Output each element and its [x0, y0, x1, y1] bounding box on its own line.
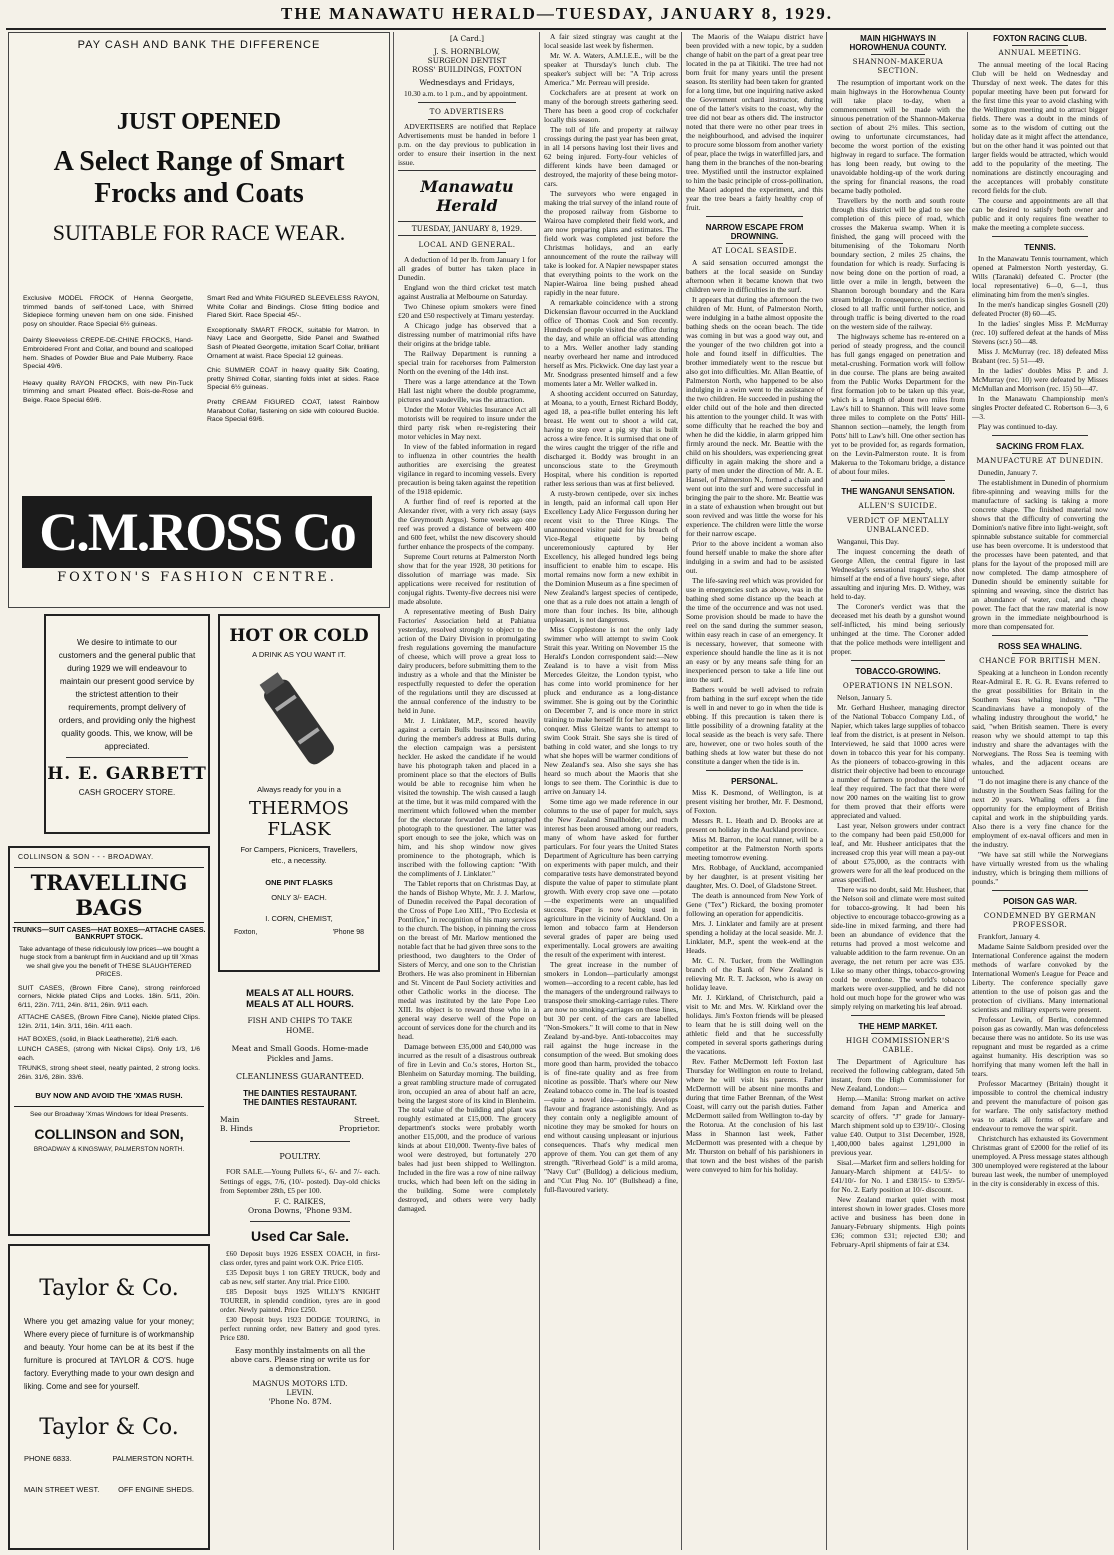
meals-m: Meat and Small Goods. Home-made Pickles and Jams.	[231, 1044, 369, 1063]
flax-s: MANUFACTURE AT DUNEDIN.	[976, 456, 1104, 465]
article-paragraph: Damage between £35,000 and £40,000 was incurred as the result of a disastrous outbreak of fire in Levin and Co.'s stores, Horton St., Blenheim on Saturday morning. The building, a great rambling structure made of corrugated iron, occupied an area of about half an acre, being the largest store of its kind in Blenheim. The total value of the building and plant was roughly estimated at £15,000. The grocery department's stocks were probably worth another £15,000, and the produce of various kinds at about £10,000. Twenty-five bales of wool were destroyed, but fortunately 270 bales had just been shipped to Wellington. Included in the fire was a row of nine railway trucks, which had been left on the siding in the building. Some were completely destroyed, and others were very badly damaged.	[398, 1042, 536, 1213]
article-paragraph: Miss M. Barron, the local runner, will be a competitor at the Palmerston North sports meeting tomorrow evening.	[686, 835, 823, 862]
article-paragraph: The Maoris of the Waiapu district have been provided with a new topic, by a sudden change of habit on the part of a great pear tree located in the pa at Tikitiki. The tree had not born fruit for many years until the present season. Its sterility had been taken for granted for a long time, but one inquiring native asked the Government orchard instructor, during one of the latter's visits to the coast, why the tree did not bear as others did. The instructor noted that there were no other pear trees in the neighbourhood, and advised the inquirer to procure some blossom from another variety of pear, place the twigs in waterfilled jars, and hang them in the branches of the non-bearing tree. Mystified until the instructor explained to him the basic principle of cross-pollination, the Maori adopted the experiment, and this year the tree bears a fairly healthy crop of fruit.	[686, 32, 823, 212]
article-paragraph: Under the Motor Vehicles Insurance Act all motorists will be required to insure under the third party risk when re-registering their motor vehicles in May next.	[398, 405, 536, 441]
garbett-text: We desire to intimate to our customers and the general public that during 1929 we will endeavour to maintain our present good service by the strictest attention to their requirements, prompt delivery of orders, and providing only the highest quality goods. This, we know, will be appreciated.	[58, 638, 196, 751]
meals-prop: Proprietor.	[338, 1124, 380, 1133]
ross-item: Smart Red and White FIGURED SLEEVELESS RAYON, White Collar and Bindings. Close fitting bodice and Flared Skirt. Race Special 45/-.	[207, 295, 379, 320]
ross-logo: C.M.ROSS Co	[22, 496, 372, 568]
wanganui-h: THE WANGANUI SENSATION.	[841, 487, 955, 496]
flax-h: SACKING FROM FLAX.	[996, 442, 1084, 451]
garbett-name: H. E. GARBETT	[47, 764, 207, 784]
article-paragraph: Mr. Gerhard Husheer, managing director of the National Tobacco Company Ltd., of Napier, which takes large supplies of tobacco leaf from the district, is at present in Nelson. Interviewed, he said that 1000 acres were down in tobacco this year for his company. As the pioneers of tobacco-growing in this district their objective had been to encourage a number of farmers to produce the kind of leaf they required. The fact that there were now 200 names on the waiting list to grow for them proved that their efforts were appreciated and valued.	[831, 703, 965, 820]
article-paragraph: Prior to the above incident a woman also found herself unable to make the shore after indulging in a swim and had to be assisted out.	[686, 539, 823, 575]
article-paragraph: Christchurch has exhausted its Government Christmas grant of £2000 for the relief of its unemployed. A Press message states although 300 unemployed were registered at the labour bureau last week, the number of unemployed in the city is considerably in excess of this.	[972, 1134, 1108, 1188]
article-paragraph: Miss Copplestone is not the only lady swimmer who will attempt to swim Cook Strait this year. Writing on November 15 the Herald's London correspondent said:—New Zealand is to have a visit from Miss Mercedes Gleitze, the London typist, who has come into world prominence for her pluck and endurance as a long-distance swimmer. She is going out by the Corinthic on December 7, and is once more in strict training to make herself fit for her next sea to conquer. Miss Gleitze wants to attempt to swim Cook Strait. She says she is tired of bathing in cold water, and she longs to try what she hopes will be warmer conditions of New Zealand's sea. Also she says she has heard so much about the Maoris that she longs to see them. The Corinthic is due to arrive on January 14.	[544, 625, 678, 796]
cars-who: MAGNUS MOTORS LTD.	[252, 1378, 348, 1388]
ross-left-col	[23, 295, 193, 406]
gas-h: POISON GAS WAR.	[1003, 897, 1077, 906]
article-paragraph: The resumption of important work on the main highways in the Horowhenua County will take place to-day, when a commencement will be made with the sinuous penetration of the Shannon-Makerua section of about 2½ miles. This section, owing to unfortunate circumstances, had become the worst portion of the existing highway in regard to surface. The formation has long been ready, but owing to the unavoidable holding-up of the work during the spring for financial reasons, the road became badly potholed.	[831, 78, 965, 195]
article-paragraph: The Department of Agriculture has received the following cablegram, dated 5th instant, from the High Commissioner for New Zealand, London:—	[831, 1057, 965, 1093]
article-paragraph: Bathers would be well advised to refrain from bathing in the surf except when the tide is well in and never to go in when the tide is ebbing. If this precaution is taken there is little possibility of a drowning fatality at the local seaside as the beach is very safe. There are, however, one or two holes south of the bathing sheds at low water but these do not constitute a danger when the tide is in.	[686, 685, 823, 766]
meals-cl: CLEANLINESS GUARANTEED.	[236, 1072, 364, 1081]
article-paragraph: In the men's handicap singles Gosnell (20) defeated Procter (8) 60—45.	[972, 300, 1108, 318]
poultry-h: POULTRY.	[279, 1152, 321, 1161]
article-paragraph: In the ladies' singles Miss P. McMurray (rec. 10) suffered defeat at the hands of Miss Stevens (scr.) 50—48.	[972, 319, 1108, 346]
collinson-item: HAT BOXES, (solid, in Black Leatherette), 21/6 each.	[18, 1035, 178, 1043]
card-name: J. S. HORNBLOW,	[433, 47, 501, 56]
ross-item: Heavy quality RAYON FROCKS, with new Pin-Tuck trimming and smart Pleated effect. Bois-de-Rose and Beige. Race Special 69/6.	[23, 379, 193, 404]
tobacco-h: TOBACCO-GROWING.	[855, 667, 941, 676]
collinson-item: ATTACHE CASES, (Brown Fibre Cane), Nickle plated Clips. 12in. 2/11, 14in. 3/11, 16in. 4/11 each.	[18, 1014, 200, 1030]
col-divider	[539, 32, 540, 1550]
article-paragraph: Mr. W. A. Waters, A.M.I.E.E., will be the speaker at Thursday's lunch club. The speaker's subject will be: "A Trip across America." Mr. Perreau will preside.	[544, 51, 678, 87]
article-paragraph: Mrs. Robbage, of Auckland, accompanied by her daughter, is at present visiting her daughter, Mrs. O. Doel, of Gladstone Street.	[686, 863, 823, 890]
thermos-town: Foxton,	[234, 929, 258, 936]
taylor-advert	[8, 1244, 210, 1550]
ross-item: Exclusive MODEL FROCK of Henna Georgette, trimmed bands of self-toned Lace, with Shirred Sidepiece forming uneven hem on one side. Finished posy on shoulder. Race Special 6½ guineas.	[23, 295, 193, 328]
ross-item: Exceptionally SMART FROCK, suitable for Matron. In Navy Lace and Georgette, Side Panel and Swathed Sash of Pleated Georgette, imitation Scarf Collar, brilliant Ornament at waist. Race Special 12 guineas.	[207, 326, 379, 360]
article-paragraph: The Coroner's verdict was that the deceased met his death by a gunshot wound self-inflicted, his mind being seriously unhinged at the time. The Coroner added that the police methods were intelligent and proper.	[831, 602, 965, 656]
thermos-t: THERMOS FLASK	[249, 798, 349, 840]
collinson-see: See our Broadway 'Xmas Windows for Ideal Presents.	[14, 1106, 204, 1118]
article-paragraph: Dunedin, January 7.	[978, 468, 1038, 477]
article-paragraph: Mr. J. Kirkland, of Christchurch, paid a visit to Mr. and Mrs. W. Kirkland over the holidays. Jim's Foxton friends will be pleased to learn that he is still doing well on the athletic field and that he successfully competed in several sports gatherings during the vacations.	[686, 993, 823, 1056]
article-paragraph: It appears that during the afternoon the two children of Mr. Hunt, of Palmerston North, were indulging in a bathe almost opposite the bathing sheds on the ocean beach. The tide was coming in but was a good way out, and the younger of the two children got into a hole and found itself in difficulties. The brother immediately went to the rescue but also got into difficulties. Mr. Allan Beattie, of Palmerston North, who happened to be also indulging in a swim went to the assistance of the two children. He succeeded in pushing the elder child out of the hole and then directed his attention to the younger child. It was with some difficulty that he reached the boy and when he did the kiddie, in alarm gripped him firmly around the neck. Mr. Beattie with the child on his shoulders, was experiencing great difficulty in again making the shore and a party of men under the direction of Mr. A. E. Hansel, of Palmerston N., formed a chain and went out into the surf and were successful in bringing the pair to the shore. Mr. Beattie was in a state of exhaustion when brought out but soon revived and was little the worse for his experience. The children were little the worse for their narrow escape.	[686, 295, 823, 538]
collinson-buy: BUY NOW AND AVOID THE 'XMAS RUSH.	[35, 1090, 183, 1100]
col-divider	[681, 32, 682, 1550]
taylor-street: MAIN STREET WEST.	[24, 1485, 100, 1494]
article-paragraph: The establishment in Dunedin of phormium fibre-spinning and weaving mills for the manufacture of sacking is taking a more concrete shape. The finished material now shows that the difficulty of converting the Dominion's native fibre into light-weight, soft spinnable substance suitable for commercial use has been overcome. It is understood that the processes have been patented, and that plans for the layout of the proposed mill are now completed. The damp atmosphere of Dunedin should be eminently suitable for spinning and weaving, since the district has an abundance of water, coal, and cheap power. The fact that the raw material is now grown in the immediate neighbourhood is more than compensated for.	[972, 478, 1108, 631]
hemp-h: THE HEMP MARKET.	[858, 1022, 938, 1031]
ross-h2b: Frocks and Coats	[94, 178, 304, 209]
wanganui-s: ALLEN'S SUICIDE.	[858, 501, 938, 510]
ross-h2a: A Select Range of Smart	[53, 146, 345, 177]
cars-item: £30 Deposit buys 1923 DODGE TOURING, in perfect running order, new Battery and good tyres. Price £80.	[220, 1315, 380, 1342]
card-addr: ROSS' BUILDINGS, FOXTON	[412, 65, 522, 74]
drowning-s: AT LOCAL SEASIDE.	[711, 246, 798, 255]
advertisers-h: TO ADVERTISERS	[429, 107, 505, 116]
card-title: SURGEON DENTIST	[427, 56, 507, 65]
cars-item: £85 Deposit buys 1925 WILLY'S KNIGHT TOURER, in splendid condition, tyres are in good order. Newly painted. Price £250.	[220, 1287, 380, 1314]
article-paragraph: Two Chinese opium smokers were fined £20 and £50 respectively at Timaru yesterday.	[398, 302, 536, 320]
cars-item: £35 Deposit buys 1 ton GREY TRUCK, body and cab as new, self starter. Any trial. Price £100.	[220, 1268, 380, 1286]
drowning-h: NARROW ESCAPE FROM DROWNING.	[705, 223, 804, 241]
collinson-s2: BANKRUPT STOCK.	[75, 934, 143, 941]
article-paragraph: Mr. J. Linklater, M.P., scored heavily against a certain Bulls business man, who, during the member's address at Bulls during the election campaign was a persistent heckler. He asked the candidate if he would have his photograph taken and placed in a prominent place so that the electors of Bulls would be able to recognise him when he visited the township. The wish caused a laugh at the time, but it was mild compared with the merriment which followed when the member for the electorate forwarded an autographed photograph to the questioner. The latter was sport enough to see the joke, which was on him, and his shop window now gives prominence to the photograph, which is inscribed with the following caption: "With the compliments of J. Linklater."	[398, 716, 536, 878]
column-4	[544, 32, 678, 1550]
article-paragraph: Supreme Court returns at Palmerston North show that for the year 1928, 30 petitions for dissolution of marriage was made. Six applications were received for restitution of conjugal rights. Twenty-five decrees nisi were made absolute.	[398, 552, 536, 606]
thermos-phone: 'Phone 98	[332, 929, 364, 936]
article-paragraph: "I do not imagine there is any chance of the industry in the Southern Seas failing for the next 20 years. Whaling offers a fine opportunity for the employment of British capital and work in the shipbuilding yards. Also there is a very fine chance for the employment of ex-naval officers and men in the industry.	[972, 777, 1108, 849]
article-paragraph: Some time ago we made reference in our columns to the use of paper for mulch, says the New Zealand Smallholder, and much interest has been aroused among our readers, many of whom have asked for further particulars. For four years the United States Department of Agriculture has been carrying on experiments with paper mulch, and their comparative tests have demonstrated beyond dispute the value of paper to stimulate plant growth. With every crop save one —potato—the experiments were an unqualified success. Paper is now being used in agriculture in the vicinity of Auckland. On a lemon and tobacco farm at Henderson several grades of paper are being used experimentally. Local growers are awaiting the result of the experiment with interest.	[544, 797, 678, 959]
taylor-eng: OFF ENGINE SHEDS.	[118, 1485, 194, 1494]
highways-h: MAIN HIGHWAYS IN HOROWHENUA COUNTY.	[849, 34, 947, 52]
article-paragraph: In view of the fabled information in regard to influenza in other countries the health authorities are exercising the greatest vigilance in regard to incoming vessels. Every precaution is being taken against the repetition of the 1918 epidemic.	[398, 442, 536, 496]
ross-item: Pretty CREAM FIGURED COAT, latest Rainbow Marabout Collar, fastening on side with coloured Buckle. Race Special 69/6.	[207, 398, 379, 424]
thermos-who: I. CORN, CHEMIST,	[265, 914, 333, 923]
article-paragraph: Professor Lewin, of Berlin, condemned poison gas as cowardly. Man was defenceless because there was no antidote. So its use was repugnant and must be regarded as a crime against humanity. His description was so horrifying that many women left the hall in tears.	[972, 1015, 1108, 1078]
collinson-item: TRUNKS, strong sheet steel, neatly painted, 2 strong locks. 26in. 31/6, 28in. 33/6.	[18, 1065, 200, 1081]
article-paragraph: Cockchafers are at present at work on many of the borough streets gathering seed. There has been a good crop of cockchafer locally this season.	[544, 88, 678, 124]
thermos-f: For Campers, Picnicers, Travellers, etc., a necessity.	[240, 845, 358, 865]
article-paragraph: The annual meeting of the local Racing Club will be held on Wednesday and Thursday of next week. The dates for this popular meeting have been put forward for the first time this year to avoid clashing with the Wellington meeting and to attract bigger fields. There was a doubt in the minds of some as to the wisdom of cutting out the holiday date as it might affect the attendance, but on the other hand it was pointed out that larger fields would be attracted, which would add to the popularity of the meeting. The nominations are distinctly encouraging and the acceptances will probably constitute record fields for the club.	[972, 60, 1108, 195]
article-paragraph: Travellers by the north and south route through this district will be glad to see the completion of this piece of road, which crosses the Makerua swamp. When it is finished, the gang will proceed with the bitumenising of the Tokomaru North boundary section, 2 miles 25 chains, the foundation for which is ready. Surfacing is now being done on the portion of road, a little over a mile in length, between the Shannon borough boundary and the Kara stream bridge. In consequence, this section is closed to all traffic until further notice, and through traffic is being diverted to the road on the western side of the railway.	[831, 196, 965, 331]
cars-town: LEVIN.	[286, 1387, 314, 1397]
poultry-who: F. C. RAIKES,	[274, 1196, 326, 1206]
article-paragraph: Mrs. J. Linklater and family are at present spending a holiday at the local seaside. Mr. J. Linklater, M.P., spent the week-end at the Heads.	[686, 919, 823, 955]
article-paragraph: A deduction of 1d per lb. from January 1 for all grades of butter has taken place in Dunedin.	[398, 255, 536, 282]
article-paragraph: New Zealand market quiet with most interest shown in lower grades. Closes more active and business has been done in January-February shipments. High points £36; common £31; rejected £30; and February-April shipments of fair at £34.	[831, 1195, 965, 1249]
cars-item: £60 Deposit buys 1926 ESSEX COACH, in first-class order, tyres and paint work O.K. Price £105.	[220, 1249, 380, 1267]
masthead: THE MANAWATU HERALD—TUESDAY, JANUARY 8, 1929.	[281, 4, 833, 23]
article-paragraph: "We have sat still while the Norwegians have virtually wrested from us the whaling industry, which is bringing them millions of pounds."	[972, 850, 1108, 886]
article-paragraph: Sisal.—Market firm and sellers holding for January-March shipment at £41/5/- to £41/10/- for No. 1 and £38/15/- to £39/5/- for No. 2. Early position at 10/- discount.	[831, 1158, 965, 1194]
thermos-a: Always ready for you in a	[257, 785, 341, 794]
article-paragraph: Play was continued to-day.	[978, 422, 1058, 431]
collinson-top: COLLINSON & SON - - - BROADWAY.	[18, 854, 154, 861]
article-paragraph: Nelson, January 5.	[837, 693, 893, 702]
taylor-phone: PHONE 6833.	[24, 1454, 72, 1463]
column-3	[398, 32, 536, 1550]
meals-h2: MEALS AT ALL HOURS.	[246, 999, 354, 1010]
card-hours: 10.30 a.m. to 1 p.m., and by appointment.	[404, 89, 528, 98]
collinson-item: LUNCH CASES, (strong with Nickel Clips). Only 1/3, 1/6 each.	[18, 1046, 200, 1062]
personal-h: PERSONAL.	[731, 777, 778, 786]
article-paragraph: A representative meeting of Bush Dairy Factories' Association held at Pahiatua yesterday, resolved strongly to object to the action of the Dairy Division in promulgating fresh regulations governing the manufacture of cheese, which will prove a great loss to dairy producers, before submitting them to the industry as a whole and that the Minister be respectfully requested to defer the operation of the regulations until they are discussed at the annual conference of the industry to be held in June.	[398, 607, 536, 715]
article-paragraph: Mr. C. N. Tucker, from the Wellington branch of the Bank of New Zealand is relieving Mr. R. T. Jackson, who is away on holiday leave.	[686, 956, 823, 992]
collinson-addr: BROADWAY & KINGSWAY, PALMERSTON NORTH.	[33, 1145, 185, 1153]
masthead-rule	[6, 28, 1106, 30]
article-paragraph: Madame Sainte Saldborn presided over the International Conference against the modern methods of warfare convoked by the International Women's League for Peace and Liberty. The conference specially gave attention to the use of poison gas and the protection of civilians. Many international scientists and military experts were present.	[972, 942, 1108, 1014]
article-paragraph: Hemp.—Manila: Strong market on active demand from Japan and America and scarcity of offers. "J" grade for January-March shipment sold up to £39/10/-. Closing value £40. Output to 31st December, 1928, 1,400,000 bales against 1,291,000 in previous year.	[831, 1094, 965, 1157]
article-paragraph: The Railway Department is running a special train for racehorses from Palmerston North on the evening of the 14th inst.	[398, 349, 536, 376]
meals-street: Street.	[353, 1115, 380, 1124]
article-paragraph: The surveyors who were engaged in making the trial survey of the inland route of the proposed railway from Gisborne to Wairoa have completed their field work, and are now preparing plans and estimates. The field work was completed just before the Christmas holidays, and an early announcement of the route the railway will take is looked for. A Napier newspaper states that everything points to the work on the Napier-Wairoa line being pushed ahead rapidly in the near future.	[544, 189, 678, 297]
meals-main: Main	[220, 1115, 240, 1124]
article-paragraph: A Chicago judge has observed that a distressing number of matrimonial rifts have their origins at the bridge table.	[398, 321, 536, 348]
article-paragraph: There was no doubt, said Mr. Husheer, that the Nelson soil and climate were most suited for tobacco-growing. It had been his objective to encourage tobacco-growing as a side-line in mixed farming, and there had been an abundance of evidence that the returns had proved a most welcome and valuable addition to the farm revenue. On an average, the net return per acre was £35. Like so many other things, tobacco-growing could be overdone. The world's tobacco markets were over-supplied, and he did not hold out much hope for the grower who was simply relying on marketing his leaf abroad.	[831, 885, 965, 1011]
col-divider	[393, 32, 394, 1550]
article-paragraph: A said sensation occurred amongst the bathers at the local seaside on Sunday afternoon when it became known that two children were in difficulties in the surf.	[686, 258, 823, 294]
hemp-s: HIGH COMMISSIONER'S CABLE.	[845, 1036, 951, 1054]
taylor-text: Where you get amazing value for your money; Where every piece of furniture is of workmanship and beauty. Your home can be at its best if the furniture is procured at TAYLOR & CO'S. huge factory. Everything made to your own design and liking. Come and see for yourself.	[24, 1317, 194, 1391]
article-paragraph: The Tablet reports that on Christmas Day, at the hands of Bishop Whyte, Mr. J. J. Marlow, of Dunedin received the Papal decoration of the Cross of Pope Leo XIII., "Pro Ecclesia et Pontifice," in recognition of his many services to the church. The bishop, in pinning the cross on the breast of Mr. Marlow mentioned the notable fact that he had given three sons to the priesthood, two daughters to the Order of Sisters of Mercy, and one son to the Christian Brothers. He was also prominent in Hibernian and St. Vincent de Paul Society activities and other Catholic works in the diocese. The medal was instituted by the late Pope Leo XIII. Its object is to reward those who in a general way deserve well of the Pope on account of services done for the church and its head.	[398, 879, 536, 1041]
ross-right-col	[207, 295, 379, 425]
meals-r2: THE DAINTIES RESTAURANT.	[243, 1098, 357, 1107]
thermos-p: ONLY 3/- EACH.	[271, 893, 327, 902]
garbett-sub: CASH GROCERY STORE.	[78, 788, 176, 797]
article-paragraph: Miss K. Desmond, of Wellington, is at present visiting her brother, Mr. F. Desmond, of Foxton.	[686, 788, 823, 815]
collinson-advert	[8, 846, 210, 1236]
thermos-h: HOT OR COLD	[229, 626, 369, 646]
article-paragraph: Frankfort, January 4.	[978, 932, 1040, 941]
ross-sub: FOXTON'S FASHION CENTRE.	[57, 570, 337, 585]
wanganui-v: VERDICT OF MENTALLY UNBALANCED.	[846, 516, 949, 534]
tennis-h: TENNIS.	[1024, 243, 1056, 252]
ross-top: PAY CASH AND BANK THE DIFFERENCE	[77, 39, 321, 51]
article-paragraph: Speaking at a luncheon in London recently Rear-Admiral E. R. G. R. Evans referred to the great possibilities for Britain in the Southern Seas whaling industry. "The Scandinavians have a monopoly of the whaling industry throughout the world," he said, "when British seamen. There is every reason why we should attempt to tap this industry and share the advantages with the Norwegians. The Ross Sea is teeming with whales, and the adjacent oceans are untouched.	[972, 668, 1108, 776]
article-paragraph: A further find of reef is reported at the Alexander river, with a very rich assay (says the Greymouth Argus). Some weeks ago one reef was proved a distance of between 400 and 600 feet, whilst the new discovery should further enhance the prospects of the company.	[398, 497, 536, 551]
article-paragraph: A remarkable coincidence with a strong Dickensian flavour occurred in the Auckland office of Thomas Cook and Son recently. Hundreds of people visited the office during the day, and while an official was attending to a Mrs. Weller another lady standing nearby overheard her name and introduced herself as Mrs. Pickwick. One day last year a Mr. Snodgrass presented himself and a few moments later a Mr. Weller walked in.	[544, 298, 678, 388]
article-paragraph: A fair sized stingray was caught at the local seaside last week by fishermen.	[544, 32, 678, 50]
paper-name: Manawatu Herald	[420, 177, 514, 215]
ross-item: Chic SUMMER COAT in heavy quality Silk Coating, pretty Shirred Collar, slanting folds inlet at sides. Race Special 6½ guineas.	[207, 367, 379, 392]
racing-h: FOXTON RACING CLUB.	[993, 34, 1087, 43]
meals-hinds: B. Hinds	[220, 1124, 253, 1133]
thermos-advert	[218, 614, 380, 972]
article-paragraph: Rev. Father McDermott left Foxton last Thursday for Wellington en route to Ireland, where he will visit his parents. Father McDermott will be absent nine months and during that time Father Brennan, of the West Coast, will carry out the parish duties. Father McDermott sailed from Wellington to-day by the Rotorua. At the conclusion of his last Mass in Shannon last week, Father McDermott was presented with a cheque by Mr. Thurston on behalf of his parishioners in that town and the best wishes of the parish were conveyed to him for his holiday.	[686, 1057, 823, 1174]
flask-icon	[254, 667, 344, 777]
col-divider	[826, 32, 827, 1550]
article-paragraph: The course and appointments are all that can be desired to satisfy both owner and public and it only requires fine weather to make the meeting a complete success.	[972, 196, 1108, 232]
whaling-h: ROSS SEA WHALING.	[998, 642, 1082, 651]
meals-h1: MEALS AT ALL HOURS.	[246, 988, 354, 999]
article-paragraph: England won the third cricket test match against Australia at Melbourne on Saturday.	[398, 283, 536, 301]
poultry-where: Orona Downs, 'Phone 93M.	[247, 1205, 353, 1215]
whaling-s: CHANCE FOR BRITISH MEN.	[979, 656, 1101, 665]
thermos-o: ONE PINT FLASKS	[265, 878, 333, 887]
collinson-item: SUIT CASES, (Brown Fibre Cane), strong reinforced corners, Nickle plated Clips and Locks. 18in. 5/11, 20in. 6/11, 22in. 7/11, 24in. 8/11, 26in. 9/11 each.	[18, 984, 200, 1009]
meals-advert	[220, 988, 380, 1406]
article-paragraph: In the Manawatu Championship men's singles Procter defeated C. Robertson 6—3, 6—3.	[972, 394, 1108, 421]
article-paragraph: The highways scheme has re-entered on a period of steady progress, and the council has full gangs engaged on penetration and metal-crushing. Formation work will follow in due course. The plans are being awaited from the Public Works Department for the first formation job to be taken up this year, which is a length of about two miles from Law's hill to Shannon. This will leave some three miles to complete on the Potts' Hill-Shannon section—namely, the length from Potts' hill to Law's hill. One other section has yet to be provided for, as regards formation, on the Levin-Palmerston route. It is from Makerua to the Tokomaru bridge, a distance of about four miles.	[831, 332, 965, 476]
article-paragraph: Messrs R. L. Heath and D. Brooks are at present on holiday in the Auckland province.	[686, 816, 823, 834]
cars-ph: 'Phone No. 87M.	[268, 1396, 332, 1406]
collinson-intro: Take advantage of these ridiculously low prices—we bought a huge stock from a bankrupt firm in Auckland and up till 'Xmas we shall give you the benefit of THESE SLAUGHTERED PRICES.	[19, 946, 199, 979]
poultry-text: FOR SALE.—Young Pullets 6/-, 6/- and 7/- each. Settings of eggs, 7/6, (10/- posted). Day-old chicks from September 28th, £5 per 100.	[220, 1167, 380, 1196]
garbett-advert	[44, 614, 210, 834]
collinson-h: TRAVELLING BAGS	[14, 867, 204, 923]
article-paragraph: Wanganui, This Day.	[837, 537, 900, 546]
taylor-name: Taylor & Co.	[39, 1276, 179, 1301]
article-paragraph: In the Manawatu Tennis tournament, which opened at Palmerston North yesterday, G. Wills (Taranaki) defeated C. Procter (the local representative) 6—0, 6—1, thus eliminating him from the men's singles.	[972, 254, 1108, 299]
article-paragraph: A rusty-brown centipede, over six inches in length, paid an informal call upon Her Excellency Lady Alice Fergusson during her recent visit to the Three Kings. The unannounced visitor paid for his breach of Vice-Regal etiquette by being unceremoniously captured by Her Excellency, his alleged hundred legs being insufficient to enable him to escape. His mortal remains now form a new exhibit in the Dominion Museum as a fine specimen of New Zealand's largest species of centipede, one that as a rule does not attain a length of more than four inches. Its bite, although unpleasant, is not dangerous.	[544, 489, 678, 624]
article-paragraph: The great increase in the number of smokers in London—particularly amongst women—according to a recent cable, has led the managers of the underground railways to transpose their smoking-carriage rules. There are now no smoking-carriages on these lines, but 30 per cent. of the cars are labelled "Non-Smokers." It will come to that in New Zealand by-and-bye. Anti-tobaccoites may rail against the huge increase in the consumption of the weed. But smoking does more good than harm, provided the tobacco is of fine-rate quality and as free from nicotine as possible. That's where our New Zealand tobacco come in. The leaf is toasted—quite a novel idea—and this develops flavour and fragrance astonishingly. And as they contain only a negligible amount of nicotine they may be smoked for hours on end without causing unpleasant or injurious consequences. That's why medical men approve of them. You can get them of any strength. "Riverhead Gold" is a mild aroma, "Navy Cut" (Bulldog) a delicious medium, and "Cut Plug No. 10" (Bullshead) a fine, full-flavoured variety.	[544, 960, 678, 1194]
column-5	[686, 32, 823, 1550]
local-general: LOCAL AND GENERAL.	[418, 240, 516, 249]
highways-s: SHANNON-MAKERUA SECTION.	[852, 57, 944, 75]
gas-s: CONDEMNED BY GERMAN PROFESSOR.	[983, 911, 1097, 929]
article-paragraph: Miss J. McMurray (rec. 18) defeated Miss Brabant (rec. 5) 51—49.	[972, 347, 1108, 365]
article-paragraph: The toll of life and property at railway crossings during the past year has been great, in all 14 persons having lost their lives and 62 being injured. Forty-four vehicles of different kinds have been damaged or destroyed, the majority of these being motor-cars.	[544, 125, 678, 188]
taylor-name2: Taylor & Co.	[39, 1415, 179, 1440]
paper-date: TUESDAY, JANUARY 8, 1929.	[411, 224, 523, 233]
cars-h: Used Car Sale.	[250, 1227, 350, 1244]
meals-r1: THE DAINTIES RESTAURANT.	[243, 1089, 357, 1098]
article-paragraph: The life-saving reel which was provided for use in emergencies such as above, was in the bathing shed some distance up the beach at the time of the occurrence and was not used. Some provision should be made to have the reel on the sand during the summer season, within easy reach in case of an emergency. It is necessary, however, that someone with experience should handle the line as it is not an easy or by any means safe thing for an inexperienced person to take a life line out into the surf.	[686, 576, 823, 684]
thermos-s: A DRINK AS YOU WANT IT.	[252, 650, 346, 659]
racing-s: ANNUAL MEETING.	[998, 48, 1082, 57]
tobacco-s: OPERATIONS IN NELSON.	[842, 681, 954, 690]
collinson-name: COLLINSON and SON,	[34, 1125, 184, 1142]
card-label: [A Card.]	[449, 34, 485, 43]
article-paragraph: There was a large attendance at the Town Hall last night where the double programme, pictures and vaudeville, was the attraction.	[398, 377, 536, 404]
taylor-town: PALMERSTON NORTH.	[112, 1454, 194, 1463]
article-paragraph: A shooting accident occurred on Saturday, at Moana, to a youth, Ernest Richard Boddy, aged 18, a pea-rifle bullet entering his left breast. He went out to shoot a wild cat, having to step over a pig sty that is built across a wire fence. It is surmised that one of the wires caught the trigger of the rifle and discharged it. Boddy was brought in an unconscious state to the Greymouth Hospital, where his condition is reported rather less serious than was at first believed.	[544, 389, 678, 488]
cars-easy: Easy monthly instalments on all the above cars. Please ring or write us for a demonstration.	[230, 1345, 370, 1373]
advertisers-text: ADVERTISERS are notified that Replace Advertisements must be handed in before 1 p.m. on the day previous to publication in order to ensure their insertion in the next issue.	[398, 122, 536, 167]
ross-h3: SUITABLE FOR RACE WEAR.	[52, 220, 346, 245]
card-days: Wednesdays and Fridays,	[419, 78, 515, 87]
meals-f: FISH AND CHIPS TO TAKE HOME.	[247, 1016, 353, 1035]
article-paragraph: In the ladies' doubles Miss P. and J. McMurray (rec. 10) were defeated by Misses McMullan and Morrison (rec. 15) 50—47.	[972, 366, 1108, 393]
column-6	[831, 32, 965, 1550]
ross-item: Dainty Sleeveless CREPE-DE-CHINE FROCKS, Hand-Embroidered Front and Collar, and bound and scalloped hem. Shades of Powder Blue and Pale Mulberry. Race Special 49/6.	[23, 337, 193, 371]
col-divider	[967, 32, 968, 1550]
article-paragraph: The inquest concerning the death of George Allen, the central figure in last Wednesday's sensational tragedy, who shot himself at the end of a five hours' siege, after assaulting and injuring Mrs. D. Withey, was held to-day.	[831, 547, 965, 601]
article-paragraph: The death is announced from New York of Gene ("Tex") Rickard, the boxing promoter following an operation for appendicitis.	[686, 891, 823, 918]
article-paragraph: Professor Macartney (Britain) thought it impossible to control the chemical industry and prevent the manufacture of poison gas for warfare. The only satisfactory method was to attack all forms of warfare and endeavour to remove the war spirit.	[972, 1079, 1108, 1133]
ross-h1: JUST OPENED	[116, 109, 282, 135]
article-paragraph: Last year, Nelson growers under contract to the company had been paid £50,000 for leaf, and Mr. Husheer anticipates that the increased crop this year will mean a pay-out of about £75,000, as the contracts with growers were for all the leaf produced on the areas specified.	[831, 821, 965, 884]
column-7	[972, 32, 1108, 1550]
collinson-s1: TRUNKS—SUIT CASES—HAT BOXES—ATTACHE CASES.	[12, 927, 206, 934]
